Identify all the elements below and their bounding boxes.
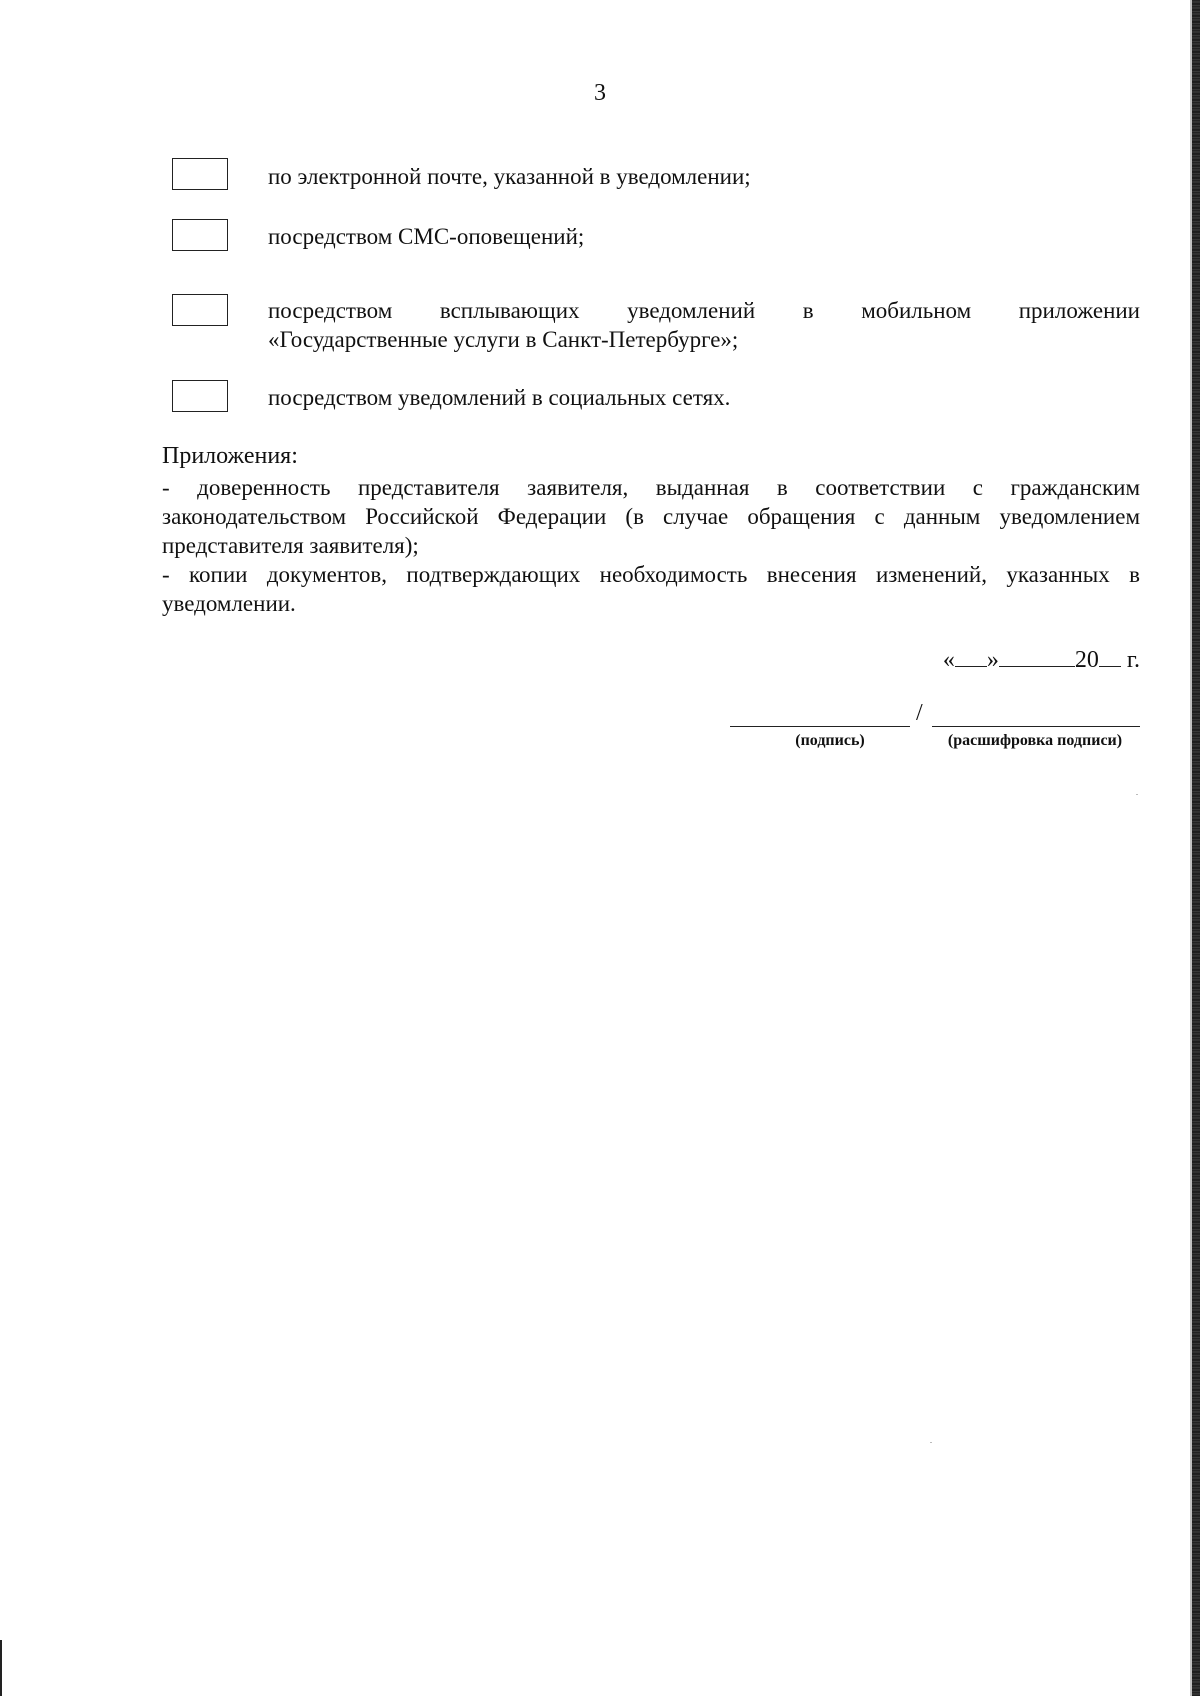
day-blank[interactable] xyxy=(955,644,987,667)
signature-line[interactable] xyxy=(730,726,910,727)
signature-caption: (подпись) xyxy=(795,732,865,749)
option-push-label xyxy=(268,296,1140,354)
option-social-label: посредством уведомлений в социальных сетях. xyxy=(268,385,731,410)
checkbox-social[interactable] xyxy=(172,380,228,412)
year-prefix: 20 xyxy=(1074,647,1099,673)
attachments-heading: Приложения: xyxy=(162,443,298,469)
signature-decoding-line[interactable] xyxy=(932,726,1140,727)
option-email-label: по электронной почте, указанной в уведомлении; xyxy=(268,164,751,189)
option-sms-label: посредством СМС-оповещений; xyxy=(268,224,585,249)
scan-speck xyxy=(930,1442,932,1443)
option-push-label-line2: «Государственные услуги в Санкт-Петербурге»; xyxy=(268,327,739,352)
scan-edge-shadow xyxy=(1190,0,1192,1696)
checkbox-sms[interactable] xyxy=(172,219,228,251)
signature-separator: / xyxy=(916,700,923,726)
scan-edge xyxy=(1192,0,1200,1696)
signature-block xyxy=(730,700,1170,760)
scan-speck xyxy=(1136,794,1138,795)
date-open-quote: « xyxy=(942,647,955,673)
year-suffix: г. xyxy=(1126,647,1140,673)
checkbox-push[interactable] xyxy=(172,294,228,326)
checkbox-email[interactable] xyxy=(172,158,228,190)
date-close-quote: » xyxy=(986,647,999,673)
signature-decoding-caption: (расшифровка подписи) xyxy=(947,732,1123,749)
scan-mark xyxy=(0,1640,2,1696)
attachment-item: - копии документов, подтверждающих необходимость внесения изменений, указанных в уведомлении. xyxy=(162,562,1140,616)
attachments-section xyxy=(162,442,1140,618)
month-blank[interactable] xyxy=(999,644,1075,667)
page-number: 3 xyxy=(594,80,606,106)
attachment-item: - доверенность представителя заявителя, выданная в соответствии с гражданским законодательством Российской Федерации (в случае обращения с данным уведомлением представителя заявителя); xyxy=(162,475,1140,558)
date-field xyxy=(943,644,1140,674)
option-push-label-line1: посредством всплывающих уведомлений в мобильном приложении xyxy=(268,298,1140,323)
year-blank[interactable] xyxy=(1099,644,1121,667)
